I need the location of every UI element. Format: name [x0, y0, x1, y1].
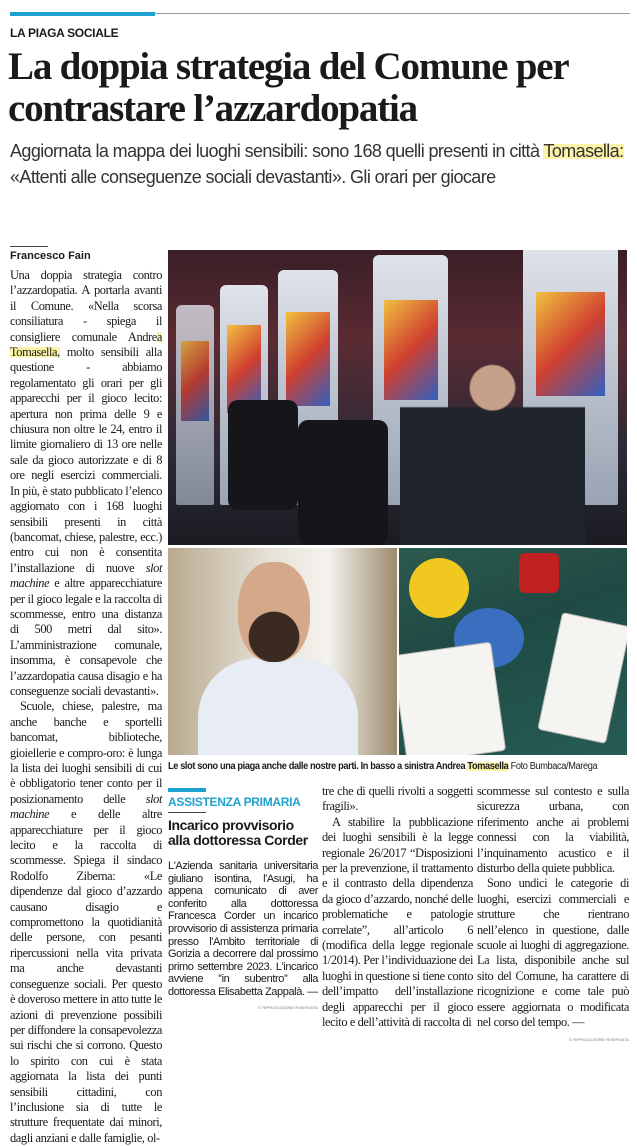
section-kicker: LA PIAGA SOCIALE — [10, 26, 119, 40]
sidebar-rule — [168, 812, 206, 813]
text-segment: Sono undici le categorie di luoghi, esercizi commerciali e strutture che rientrano nell’elenco in questione, dalle scuole ai luoghi di aggregazione. La lista, disponibile anche sul sito del Comune, ha carattere di ricognizione e come tale può essere aggiornata o modificata nel corso del tempo. — — [477, 876, 629, 1030]
text-segment: e delle altre apparecchiature per il gioco lecito e la raccolta di scommesse. Spiega il sindaco Rodolfo Ziberna: «Le dipendenze dal gioco d’azzardo causano disagio e compromettono la quotidianità delle persone, con pesanti ripercussioni nella vita privata ma anche devastanti conseguenze sociali. Per questo è doveroso mettere in atto tutte le azioni di prevenzione possibili per diffondere la consapevolezza sui rischi che si corrono. Questo lo spirito con cui è stata aggiornata la lista dei punti sensibili cittadini, con l’inclusione sia di tutte le strutture frequentate dai minori, dagli anziani e dalle famiglie, ol- — [10, 807, 162, 1145]
headline: La doppia strategia del Comune per contrastare l’azzardopatia — [8, 45, 568, 130]
photo-credit: Foto Bumbaca/Marega — [508, 761, 598, 772]
article-column-3 — [477, 784, 629, 1031]
article-column-3-wrap — [477, 784, 629, 1043]
text-segment: Una doppia strategia contro l’azzardopatia. A portarla avanti il Comune. «Nella scorsa consiliatura - spiega il consigliere comunale Andre — [10, 268, 162, 344]
sidebar-accent-bar — [168, 788, 206, 792]
text-segment: molto sensibili alla questione - abbiamo regolamentato gli orari per gli apparecchi per il gioco lecito: apertura non prima delle 9 e chiusura non oltre le 24, entro il limite giornaliero di 13 ore nelle sale da gioco autorizzate e di 8 ore negli esercizi commerciali. In più, è stato pubblicato l’elenco aggiornato con i 168 luoghi sensibili presenti in città (bancomat, chiese, palestre, ecc.) entro cui non è consentita l’installazione di nuove — [10, 345, 162, 575]
highlighted-text: a Tomasella, — [10, 329, 162, 360]
photo-caption — [168, 760, 600, 773]
article-paragraph — [477, 876, 629, 1030]
article-column-1 — [10, 268, 162, 1146]
caption-text: Le slot sono una piaga anche dalle nostre parti. In basso a sinistra Andrea — [168, 761, 468, 772]
top-accent-bar — [10, 12, 155, 16]
subtitle — [10, 138, 633, 190]
article-paragraph — [322, 815, 473, 1031]
left-column — [10, 246, 162, 1146]
article-column-2 — [322, 784, 473, 1031]
text-segment: tre che di quelli rivolti a soggetti fragili». — [322, 784, 473, 814]
article-paragraph — [322, 784, 473, 815]
article-header — [8, 25, 633, 190]
byline-rule — [10, 246, 48, 247]
photo-andrea-tomasella — [168, 548, 397, 755]
text-segment: Aggiornata la mappa dei luoghi sensibili: sono 168 quelli presenti in città — [10, 141, 544, 161]
text-segment: e altre apparecchiature per il gioco legale e la raccolta di scommesse, entro una distanza di 500 metri dal sito». L’amministrazione comunale, insomma, è consapevole che l’azzardopatia causa disagio e ha conseguenze sociali devastanti». — [10, 576, 162, 698]
text-segment: «Attenti alle conseguenze sociali devastanti». Gli orari per giocare — [10, 167, 496, 187]
text-segment: A stabilire la pubblicazione dei luoghi sensibili è la legge regionale 26/2017 “Disposizioni per la prevenzione, il trattamento e il contrasto della dipendenza da gioco d’azzardo, nonché delle problematiche e patologie correlate”, all’articolo 6 (modifica della legge regionale 1/2014). Per l’individuazione dei luoghi in questione si tiene conto dell’impatto dell’installazione degli apparecchi per il gioco lecito e dell’attività di raccolta di — [322, 814, 473, 1030]
byline: Francesco Fain — [10, 250, 91, 262]
italic-text: slot machine — [10, 560, 162, 591]
text-segment: scommesse sul contesto e sulla sicurezza urbana, con riferimento anche ai problemi connessi con la viabilità, l’inquinamento acustico e il disturbo della quiete pubblica. — [477, 784, 629, 876]
highlighted-text: Tomasella: — [543, 141, 624, 161]
sidebar-body: L'Azienda sanitaria universitaria giuliano isontina, l'Asugi, ha appena comunicato di aver conferito alla dottoressa Francesca Corder un incarico provvisorio di assistenza primaria presso l'Ambito territoriale di Gorizia a decorrere dal prossimo primo settembre 2023. L'incarico avviene ''in subentro'' alla dottoressa Elisabetta Zappalà. — — [168, 860, 318, 998]
sidebar-box — [168, 788, 318, 1011]
text-segment: Scuole, chiese, palestre, ma anche banche e sportelli bancomat, biblioteche, gioiellerie e compro-oro: è lunga la lista dei luoghi sensibili di cui è obbligatorio tener conto per il posizionamento delle — [10, 699, 162, 806]
italic-text: slot machine — [10, 791, 162, 822]
sidebar-kicker: ASSISTENZA PRIMARIA — [168, 795, 301, 809]
photo-slot-machines — [168, 250, 627, 545]
caption-name: Tomasella — [467, 761, 509, 772]
article-paragraph — [10, 268, 162, 699]
reproduction-notice: © RIPRODUZIONE RISERVATA — [258, 1004, 318, 1010]
reproduction-notice: © RIPRODUZIONE RISERVATA — [569, 1036, 629, 1042]
photo-cards-and-chips — [399, 548, 627, 755]
article-paragraph — [477, 784, 629, 876]
sidebar-title: Incarico provvisorio alla dottoressa Corder — [168, 817, 308, 848]
article-paragraph — [10, 699, 162, 1146]
